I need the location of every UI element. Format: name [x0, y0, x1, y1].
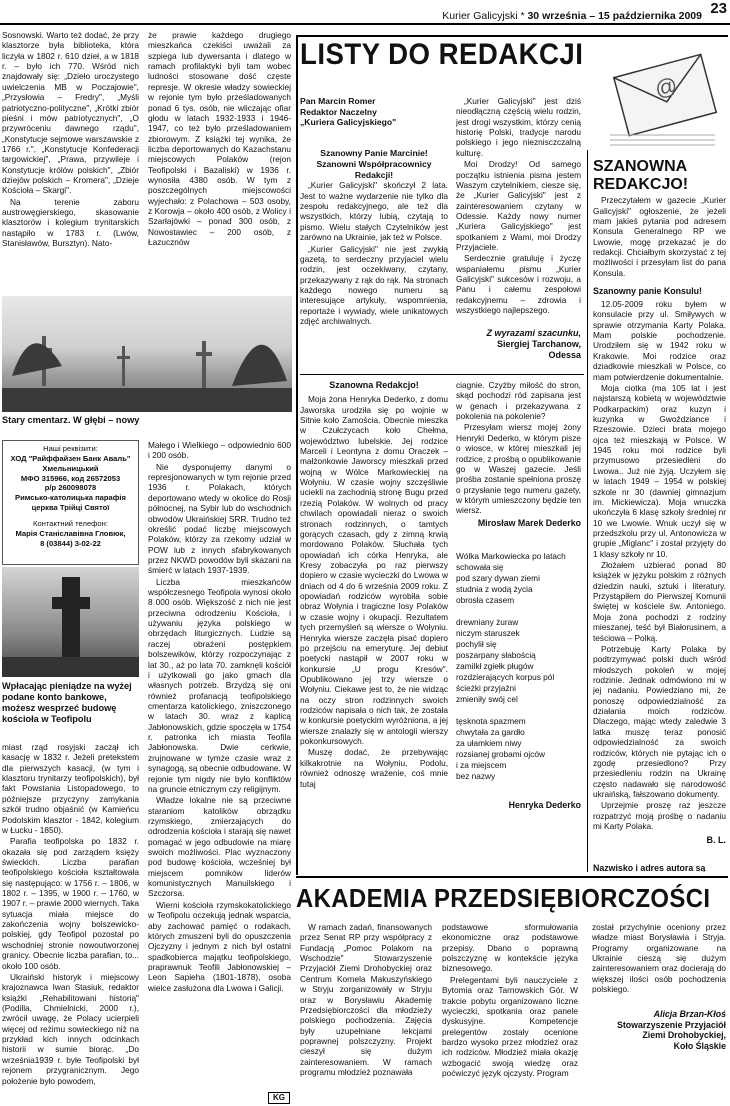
paragraph: Ukraiński historyk i miejscowy krajoznawca Iwan Stasiuk, redaktor książki „Rehabilitowani historią" (Podilla, Chmielnicki, 2000 r.), zwrócił uwagę, że Polacy ucierpieli więcej od reżimu sowieckiego niż na przykład kich innych odcinkach historii w sumie biorąc. „Do września1939 r. byłe Teofipolski był rejonem przygranicznym. Jego położenie było powodem,	[2, 971, 139, 1086]
signature: Henryka Dederko	[508, 800, 581, 811]
cemetery-illustration	[2, 296, 292, 412]
section-title-akademia: AKADEMIA PRZEDSIĘBIORCZOŚCI	[296, 883, 711, 913]
bank-line: МФО 315966, код 26572053	[20, 473, 121, 483]
church-photo	[2, 567, 139, 677]
separator	[300, 374, 584, 375]
letter-tarchanow-left	[300, 96, 448, 376]
signature: Siergiej Tarchanow,	[496, 338, 581, 349]
paragraph: Uprzejmie proszę raz jeszcze rozpatrzyć moją prośbę o nadaniu mi Karty Polaka.	[593, 800, 726, 832]
signature: Mirosław Marek Dederko	[477, 517, 581, 528]
header-title-line	[442, 10, 702, 22]
page-number: 23	[710, 0, 727, 17]
addressee-line: Pan Marcin Romer	[300, 96, 376, 106]
paragraph: Potrzebuję Karty Polaka by podtrzymywać polski duch wśród młodszych pokoleń w mojej rodzinie. Jednak odmówiono mi w jej nadaniu. Powiedziano mi, że ponoszę odpowiedzialność za działania moich rodziców. Dlaczego, mając wtedy zaledwie 3 latka muszę teraz ponosić odpowiedzialność za swoich rodziców, których nie pytając ich o zgodę przesiedlono? Przy przesiedleniu rodzin na Ukrainę często nadawało się narodowość ukraińską, fałszowano dokumenty.	[593, 643, 726, 799]
paragraph: Przesyłam wiersz mojej żony Henryki Dederko, w którym pisze o wiosce, w której mieszkali jej rodzice, z prośbą o opublikowanie go w Waszej gazecie. Jeśli prośba zostanie spełniona proszę o przysłanie tego numeru gazety, w którym umieszczony będzie ten wiersz.	[456, 422, 581, 516]
paragraph: Prelegentami byli nauczyciele z Bytomia oraz Tarnowskich Gór. W trakcie pobytu organizowano liczne wycieczki, spotkania oraz panele dyskusyjne. Kompetencje prelegentów zostały ocenione bardzo wysoko przez młodzież oraz ich rodziców. Młodzież miała okazję wzbogacić swoją wiedzę oraz poćwiczyć język ojczysty. Program	[442, 974, 578, 1079]
header-sep: *	[520, 10, 525, 22]
akademia-col2	[442, 922, 578, 1106]
photo-caption: Stary cmentarz. W głębi – nowy	[2, 415, 140, 425]
header-title: Kurier Galicyjski	[442, 10, 518, 22]
signature: Stowarzyszenie Przyjaciół	[616, 1019, 726, 1030]
col1-top-text	[2, 30, 139, 292]
signature: Odessa	[548, 350, 581, 361]
paragraph: Sosnowski. Warto też dodać, że przy klasztorze była biblioteka, która liczyła w 1802 r. 610 dzieł, a w 1818 r. – było ich 770. Wśród nich znajdowały się: „Dzieło uroczystego uwielczenia MB w Poczajowie", „Przysłowia – Fredry", „Myśli patriotyczno-polityczne", „Krótki zbiór pieśni i mów patriotycznych", „O przywróceniu dawnego rządu", „Konstytucje sejmowe warszawskie z 1766 r.", „Konstytucje Konfederacji targowickiej", „Prawa, przywileje i Konstytucje królów polskich", „Zbiór dziejów polskich – Kromera", „Dzieje Kościoła – Skargi".	[2, 30, 139, 196]
paragraph: podstawowe sformułowania ekonomiczne oraz podstawowe przepisy. Dbano o poprawną polszczyznę w kontekście języka biznesowego.	[442, 922, 578, 974]
section-title-listy: LISTY DO REDAKCJI	[300, 38, 584, 71]
bank-line: Римсько-католицька парафія	[15, 493, 126, 503]
paragraph: Na terenie zaboru austrowęgierskiego, skasowanie klasztorów i kolegium trynitarskich nastąpiło w 1783 r. (Lwów, Stanisławów, Bursztyn). Nato-	[2, 196, 139, 249]
bank-line: 8 (03844) 3-02-22	[40, 538, 101, 548]
paragraph: Nie dysponujemy danymi o represjonowanych w tym rejonie przed 1936 r. Polakach, których deportowano wtedy w okolice do Rosji północnej, na Sybir lub do wschodnich obwodów Ukraińskiej SRR. Trudno też określić podać liczbę miejscowych Polaków, którzy za rzekomy udział w POW lub z innych sfabrykowanych przez NKWD powodów byli skazani na śmierć w latach 1937-1939.	[148, 461, 291, 576]
paragraph: Moja ciotka (ma 105 lat i jest najstarszą kobietą w województwie Podkarpackim) oraz kuzyn i kuzynka w Gwoździance i Rzeszowie. Dzieci brata mojego ojca też mieszkają w Polsce. W 1945 roku moi rodzice byli przymusowo przesiedleni do Lwowa.. Już nie żyją. Uczyłem się w latach 1949 – 1954 w polskiej szkole nr 30 (dawniej gimnazjum im. Mickiewicza). Moja wnuczka ukończyła 6 klasę szkoły średniej nr 10 we Lwowie. Wnuk uczył się w przedszkolu przy ul. Antonowicza w grupie „Miglanc" i został przyjęty do 1 klasy szkoły nr 10.	[593, 382, 726, 559]
paragraph: „Kurier Galicyjski" jest dziś nieodłączną częścią wielu rodzin, jest drogi wszystkim, którzy cenią historię Polski, tradycje narodu polskiego i jego nieznisczczalną kulturę.	[456, 96, 581, 158]
envelope-icon	[605, 40, 725, 150]
salutation: Redakcji!	[354, 169, 394, 180]
bank-line: Хмельницький	[42, 463, 99, 473]
section-rule	[296, 876, 728, 878]
letter-bl	[593, 158, 726, 872]
poem: Wólka Markowiecka po latach schowała się pod szary dywan ziemi studnia z wodą życia obrosła czasem drewniany żuraw niczym staruszek pochylił się poszarpany słabością zamilkł zgiełk pługów rozdzierających korpus pól ścieżki przyjaźni zmieniły swój cel tęsknota spazmem chwytała za gardło za ułamkiem niwy rozsianej grobami ojców i za miejscem bez nazwy	[456, 550, 566, 782]
svg-text:@: @	[652, 71, 681, 102]
paragraph: Wierni kościoła rzymskokatolickiego w Teofipolu oczekują jednak wsparcia, aby zachować pamięć o rodakach, których zmuszeni byli do opuszczenia Ojczyzny i jednym z nich był ostatni spadkobierca majątku teofipolskiego, praprawnuk Teofili Jabłonowskiej – Leon Sapieha (1801-1878), osoba wielce zasłużona dla Lwowa i Galicji.	[148, 899, 291, 993]
col2-bottom-text	[148, 440, 291, 1104]
paragraph: Moi Drodzy! Od samego początku istnienia pisma jestem Waszym czytelnikiem, ciesze się, że „Kurier Galicyjski" jest z zainteresowaniem czytany w Odessie. Każdy nowy numer „Kuriera Galicyjskiego" jest spotkaniem z Wami, moi Drodzy Przyjaciele.	[456, 159, 581, 253]
paragraph: Przeczytałem w gazecie „Kurier Galicyjski" ogłoszenie, że jeżeli mam jakieś pytania pod adresem Konsula Generalnego RP we Lwowie, mogę przekazać je do redakcji. Chciałbym skorzystać z tej możliwości i przesyłam list do pana Konsula.	[593, 195, 726, 278]
letter-title: SZANOWNA	[593, 158, 688, 175]
signature: B. L.	[706, 835, 726, 846]
paragraph: że prawie każdego drugiego mieszkańca czekiści uważali za szpiega lub dywersanta i dlatego w ramach profilaktyki byli tam wobec ludności stosowane dość częste represje. W okresie władzy sowieckiej w rejonie tym było prześladowanych ponad 6 tys. osób, nie wliczając ofiar głodu w latach 1932-1933 i 1946-1947, co też było prześladowaniem zbiorowym. Z książki tej wynika, że liczba deportowanych do Kazachstanu miejscowych Polaków (rejon Teofipolski i Bazaliski) w 1936 r. wynosiła 4380 osób. W tym z poszczególnych miejscowości wyjechało: z Polachowa – 503 osoby, z Korowja – około 400 osób, z Wolicy i Szarłajówki – ponad 300 osób, z Nowostawiec – 200 osób, z Łazucznów	[148, 30, 291, 248]
paragraph: W ramach zadań, finansowanych przez Senat RP przy współpracy z Fundacją „Pomoc Polakom na Wschodzie" Stowarzyszenie Przyjaciół Ziemi Drohobyckiej oraz Centrum Kornela Makuszyńskiego w Stryju zorganizowały w Stryju oraz w Borysławiu Akademię Przedsiębiorczości dla młodzieży polskiego pochodzenia. Zajęcia były uzupełniane lekcjami poprawnej polszczyzny. Projekt cieszył się dużym zainteresowaniem. W ramach programu młodzież poznawała	[300, 922, 432, 1078]
paragraph: Liczba mieszkańców współczesnego Teofipola wynosi około 8 000 osób. Większość z nich nie jest przeciwna odrodzeniu Kościoła, i używaniu języka polskiego w obrzędach liturgicznych. Ludzie są raczej obrażeni postępkiem bolszewików, którzy rozpoczynając z lat 30., aż po lata 70. zamknęli kościół i użytkowali go jako gmach dla własnych potrzeb. Brzydzą się oni również profanacją teofipolskiego cmentarza katolickiego, zniszczonego w latach 30. wraz z kaplicą Jabłonowskich, gdzie spoczęła w 1754 r. patronka ich miasta Teofila Jabłonowska. Dwie cerkwie, zrujnowane w tymże czasie wraz z synagogą, są obecnie odbudowane. W rejonie tym nigdy nie było konfliktów na gruncie etnicznym czy religijnym.	[148, 576, 291, 794]
signature: Alicja Brzan-Kłoś	[653, 1008, 726, 1019]
signature: Koło Śląskie	[673, 1041, 726, 1052]
paragraph: Moja żona Henryka Dederko, z domu Jaworska urodziła się po wojnie w Sitnie koło Zamościa. Obecnie mieszka w Czułczycach koło Chełma, województwo lubelskie. Jej rodzice Marceli i Leontyna z domu Oraczek – małżonkowie Jaworscy mieszkali przed wojną w Wólce Markowieckiej na Wołyniu. W czasie wojny szczęśliwie uciekli na zachodnią stronę Bugu przed rzezią Polaków. W wolnych od pracy chwilach opowiadali nieraz o swoich stronach rodzinnych, o tamtych gorących czasach, gdy z zimną krwią mordowano Polaków. Słuchała tych opowiadań ich córka Henryka, ale Kresy zobaczyła po raz pierwszy dopiero w czasie wycieczki do Lwowa w dniach od 4 do 6 września 2009 roku. Z opowiadań rodziców wyrobiła sobie obraz Wołynia i tragiczne losy Polaków w czasie wojny i okupacji. Rezultatem tych przemyśleń są wiersze o Wołyniu. Henryka wiersze zaczęła pisać dopiero po przejściu na emeryturę. Jej debiut poetycki nastąpił w 2007 roku w konkursie „U progu Kresów". Opublikowano jej trzy wiersze o Wołyniu. Ciekawe jest to, że nie widząc na oczy stron rodzinnych swoich rodziców napisała o nich tak, że została w konkursie poetyckim wyróżniona, a jej wiersze znalazły się w antologii wierszy pokonkursowych.	[300, 394, 448, 747]
bank-line: Контактний телефон:	[33, 519, 108, 529]
church-illustration	[2, 567, 139, 677]
letter-tarchanow-right	[456, 96, 581, 376]
bank-line: Марія Станіславівна Гловюк,	[15, 528, 126, 538]
section-rule	[296, 35, 298, 875]
paragraph: „Kurier Galicyjski" skończył 2 lata. Jest to ważne wydarzenie nie tylko dla zespołu redakcyjnego, ale też dla wszystkich, którzy lubią, czytają to pismo. Wielu stałych Czytelników jest zarówno na Ukrainie, jak też w Polsce.	[300, 180, 448, 243]
salutation: Szanowna Redakcjo!	[329, 380, 419, 390]
paragraph: miast rząd rosyjski zaczął ich kasację w 1832 r. Jeżeli pretekstem dla pierwszych kasacji, (w tym i klasztoru trynitarzy teofipolskich), był fakt Powstania Listopadowego, to późniejsze przyczyny zamykania szkół trudno objaśnić (w Kamieńcu Podolskim klasztor - 1842, kolegium w Łucku - 1850).	[2, 742, 139, 835]
paragraph: Muszę dodać, że przebywając kilkakrotnie na Wołyniu, Podolu, również odnoszę wrażenie, coś mnie tutaj	[300, 747, 448, 789]
akademia-col1	[300, 922, 432, 1106]
paragraph: został przychylnie oceniony przez władze miast Borysławia i Stryja. Programy organizowane na Ukrainie cieszą się dużym zainteresowaniem oraz docierają do większej ilości osób pochodzenia polskiego.	[592, 922, 726, 995]
signature: Ziemi Drohobyckiej,	[642, 1030, 726, 1041]
cemetery-photo	[2, 296, 292, 412]
bank-line: р/р 260098078	[44, 483, 97, 493]
paragraph: ciagnie. Czyżby miłość do stron, skąd pochodzi ród zapisana jest w genach i przekazywana z pokolenia na pokolenie?	[456, 380, 581, 422]
envelope-illustration	[605, 40, 725, 150]
signature: Z wyrazami szacunku,	[486, 327, 581, 338]
akademia-col3	[592, 922, 726, 1104]
paragraph: Złożałem uzbierać ponad 80 książek w języku polskim z różnych dziedzin nauki, sztuki i literatury. Przystąpiłem do Pierwszej Komunii świętej w kościele św. Antoniego. Moja żona pochodzi z rodziny mieszanej, teść był Białorusinem, a teściowa – Polką.	[593, 560, 726, 643]
section-rule	[296, 35, 728, 37]
salutation: Szanowni Współpracownicy	[316, 158, 432, 169]
letter-title: REDAKCJO!	[593, 175, 689, 193]
editor-note: Nazwisko i adres autora są	[593, 862, 706, 872]
kg-logo: KG	[268, 1092, 290, 1104]
bank-info-box	[2, 440, 139, 565]
bank-line: церква Трійці Святої	[31, 503, 110, 513]
paragraph: Małego i Wielkiego – odpowiednio 600 i 200 osób.	[148, 440, 291, 461]
bank-line: ХОД "Райффайзен Банк Аваль"	[10, 453, 131, 463]
col2-top-text	[148, 30, 291, 292]
header-rule	[0, 23, 730, 25]
header-dates: 30 września – 15 października 2009	[527, 10, 702, 22]
paragraph: Władze lokalne nie są przeciwne staraniom katolików obrządku rzymskiego, zmierzających do odrodzenia kościoła i starają się nawet pomagać w jego odbudowie na miarę swoich możliwości. Plac wyznaczony pod budowę kościoła, wcześniej był miejscem pomników liderów komunistycznych Manuilskiego i Szczorsa.	[148, 795, 291, 899]
letter-dederko-left	[300, 380, 448, 872]
addressee-line: „Kuriera Galicyjskiego"	[300, 117, 397, 128]
addressee-line: Redaktor Naczelny	[300, 106, 377, 117]
paragraph: Serdecznie gratuluję i życzę wspaniałemu pismu „Kurier Galicyjski" sukcesów i rozwoju, a Panu i całemu zespołowi redakcyjnemu – zdrowia i wszystkiego najlepszego.	[456, 253, 581, 316]
page-header	[0, 0, 730, 22]
salutation: Szanowny panie Konsulu!	[593, 286, 702, 297]
paragraph: „Kurier Galicyjski" nie jest zwykłą gazetą, to serdeczny przyjaciel wielu rodzin, jest oczekiwany, czytany, przekazywany z rąk do rąk. Na stronach każdego nowego numeru są interesujące artykuły, wspomnienia, reportaże i wywiady, wiele unikatowych zdjęć archiwalnych.	[300, 243, 448, 327]
paragraph: Parafia teofipolska po 1832 r. okazała się pod zarządem księży świeckich. Liczba parafian teofipolskiego kościoła kształtowała się następująco: w 1756 r. – 1806, w 1802 r. – 1395, w 1900 r. – 1760, w 1907 r. – prawie 2000 wiernych. Taka sytuacja miała miejsce do zakończenia wojny bolszewicko-polskiej, gdy Teofipol pozostał po wschodniej stronie nowoutworzonej granicy. Obecnie liczba parafian, to... około 100 osób.	[2, 836, 139, 971]
bank-line: Наші реквізити:	[43, 444, 98, 453]
column-rule	[587, 150, 588, 872]
letter-dederko-right	[456, 380, 581, 872]
col1-bottom-text	[2, 742, 139, 1104]
salutation: Szanowny Panie Marcinie!	[320, 148, 428, 159]
paragraph: 12.05-2009 roku byłem w konsulacie przy ul. Smiływych w sprawie otrzymania Karty Polaka. Mam polskie pochodzenie. Urodziłem się w 1942 roku w Krakowie. Moi rodzice oraz dziadkowie mieszkali w Polsce, co mam potwierdzenie dokumentalnie.	[593, 299, 726, 382]
bank-caption: Wpłacając pieniądze na wyżej podane konto bankowe, możesz wesprzeć budowę kościoła w Teofipolu	[2, 681, 132, 725]
